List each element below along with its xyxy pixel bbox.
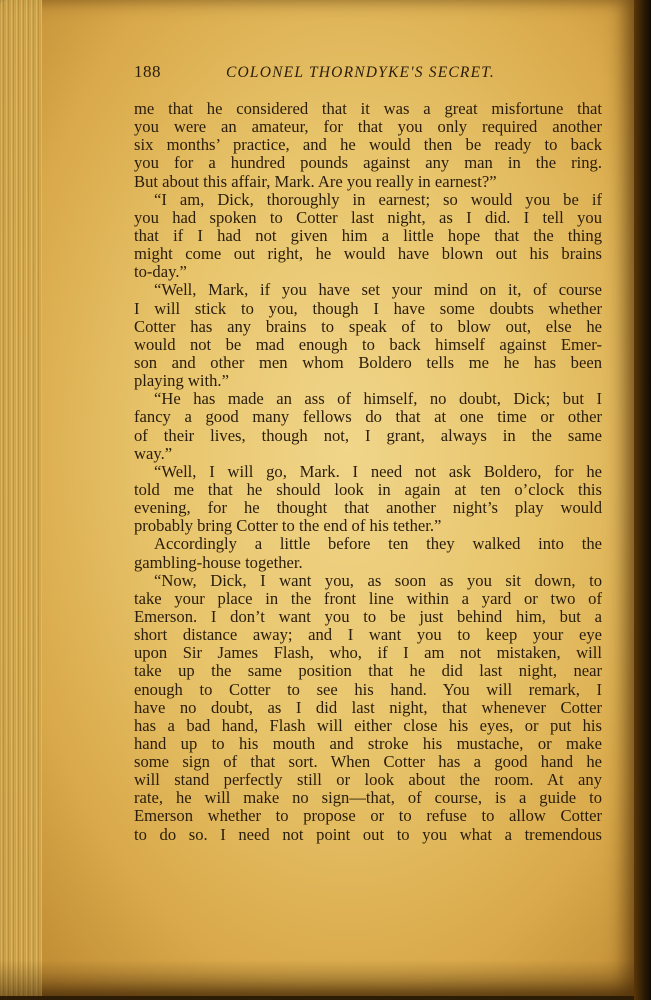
text-line: Emerson. I don’t want you to be just behind him, but a bbox=[134, 606, 602, 626]
text-line: “Well, I will go, Mark. I need not ask Boldero, for he bbox=[154, 461, 602, 481]
text-line: to do so. I need not point out to you what a tremendous bbox=[134, 824, 602, 844]
page-shadow bbox=[0, 960, 634, 1000]
text-line: take your place in the front line within a yard or two of bbox=[134, 588, 602, 608]
book-title: COLONEL THORNDYKE'S SECRET. bbox=[226, 64, 495, 81]
text-line: probably bring Cotter to the end of his tether.” bbox=[134, 516, 442, 536]
book-binding bbox=[634, 0, 651, 1000]
text-line: Cotter has any brains to speak of to blow out, else he bbox=[134, 316, 602, 336]
text-line: But about this affair, Mark. Are you really in earnest?” bbox=[134, 171, 497, 191]
body-text bbox=[134, 100, 602, 844]
text-line: you were an amateur, for that you only required another bbox=[134, 117, 602, 137]
text-line: some sign of that sort. When Cotter has a good hand he bbox=[134, 752, 602, 772]
text-line: rate, he will make no sign—that, of course, is a guide to bbox=[134, 788, 602, 808]
text-line: upon Sir James Flash, who, if I am not mistaken, will bbox=[134, 643, 602, 663]
text-line: gambling-house together. bbox=[134, 552, 303, 572]
text-line: of their lives, though not, I grant, always in the same bbox=[134, 425, 602, 445]
page-text bbox=[134, 62, 602, 844]
text-line: son and other men whom Boldero tells me he has been bbox=[134, 352, 602, 372]
text-line: has a bad hand, Flash will either close his eyes, or put his bbox=[134, 715, 602, 735]
page-edges bbox=[0, 0, 42, 996]
text-line: evening, for he thought that another night’s play would bbox=[134, 498, 602, 518]
text-line: short distance away; and I want you to keep your eye bbox=[134, 625, 602, 645]
text-line: Accordingly a little before ten they walked into the bbox=[154, 534, 602, 554]
running-head bbox=[134, 62, 602, 92]
text-line: six months’ practice, and he would then be ready to back bbox=[134, 135, 602, 155]
text-line: “He has made an ass of himself, no doubt, Dick; but I bbox=[154, 389, 602, 409]
text-line: hand up to his mouth and stroke his mustache, or make bbox=[134, 733, 602, 753]
page-number: 188 bbox=[134, 62, 161, 81]
text-line: enough to Cotter to see his hand. You will remark, I bbox=[134, 679, 602, 699]
text-line: playing with.” bbox=[134, 371, 229, 391]
text-line: might come out right, he would have blown out his brains bbox=[134, 244, 602, 264]
text-line: told me that he should look in again at ten o’clock this bbox=[134, 479, 602, 499]
text-line: fancy a good many fellows do that at one time or other bbox=[134, 407, 602, 427]
text-line: Emerson whether to propose or to refuse to allow Cotter bbox=[134, 806, 602, 826]
text-line: have no doubt, as I did last night, that whenever Cotter bbox=[134, 697, 602, 717]
text-line: “Now, Dick, I want you, as soon as you sit down, to bbox=[154, 570, 602, 590]
text-line: you for a hundred pounds against any man in the ring. bbox=[134, 153, 602, 173]
text-line: I will stick to you, though I have some doubts whether bbox=[134, 298, 602, 318]
text-line: to-day.” bbox=[134, 262, 187, 282]
text-line: “Well, Mark, if you have set your mind on it, of course bbox=[154, 280, 602, 300]
text-line: “I am, Dick, thoroughly in earnest; so would you be if bbox=[154, 189, 602, 209]
text-line: me that he considered that it was a great misfortune that bbox=[134, 99, 602, 118]
text-line: that if I had not given him a little hope that the thing bbox=[134, 225, 602, 245]
text-line: would not be mad enough to back himself against Emer- bbox=[134, 334, 602, 354]
text-line: you had spoken to Cotter last night, as I did. I tell you bbox=[134, 207, 602, 227]
text-line: will stand perfectly still or look about the room. At any bbox=[134, 770, 602, 790]
text-line: way.” bbox=[134, 443, 173, 463]
text-line: take up the same position that he did last night, near bbox=[134, 661, 602, 681]
